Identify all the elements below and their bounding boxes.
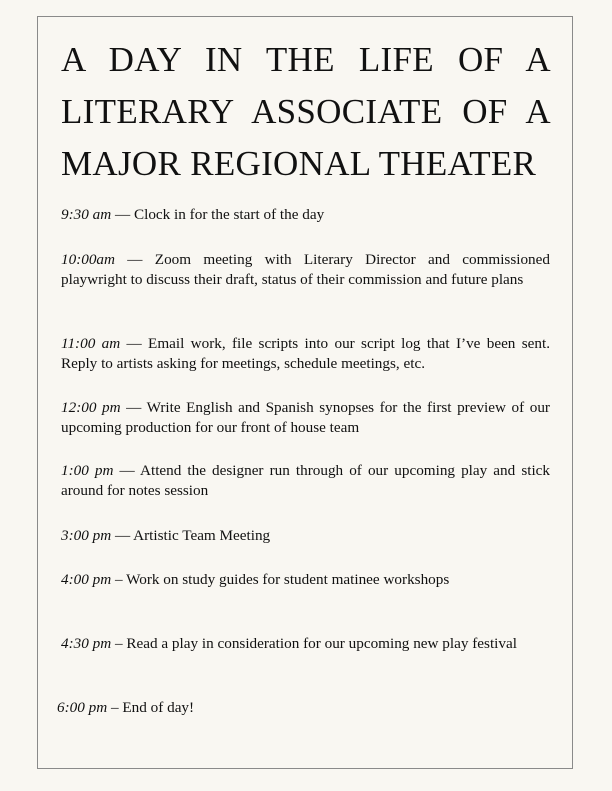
schedule-entry-0600: [57, 698, 546, 718]
title-line-3: MAJOR REGIONAL THEATER: [61, 144, 537, 183]
schedule-entry-1200: [61, 398, 550, 437]
entry-text: Work on study guides for student matinee workshops: [126, 571, 450, 588]
entry-text: End of day!: [122, 699, 195, 716]
entry-time: 6:00 pm: [57, 699, 108, 716]
entry-time: 4:30 pm: [61, 635, 112, 652]
schedule-entry-0300: [61, 526, 550, 546]
entry-time: 1:00 pm: [61, 462, 114, 479]
entry-time: 10:00am: [61, 251, 115, 268]
entry-separator: –: [111, 635, 127, 652]
entry-separator: —: [111, 206, 134, 223]
entry-text: Clock in for the start of the day: [133, 206, 325, 223]
title-line-1: A DAY IN THE LIFE OF A: [61, 40, 551, 79]
entry-separator: —: [120, 399, 147, 416]
schedule-entry-0430: [61, 634, 550, 654]
schedule-entry-1100: [61, 334, 550, 373]
page-title: [61, 34, 551, 190]
schedule-entry-1000: [61, 250, 550, 289]
entry-separator: –: [107, 699, 123, 716]
entry-time: 12:00 pm: [61, 399, 121, 416]
entry-text: Read a play in consideration for our upcoming new play festival: [126, 635, 517, 652]
entry-time: 9:30 am: [61, 206, 112, 223]
entry-time: 3:00 pm: [61, 527, 112, 544]
entry-text: Write English and Spanish synopses for the first preview of our upcoming production for our front of house team: [61, 399, 550, 436]
entry-time: 11:00 am: [61, 335, 121, 352]
schedule-entry-0400: [61, 570, 550, 590]
entry-separator: —: [113, 462, 140, 479]
entry-text: Zoom meeting with Literary Director and commissioned playwright to discuss their draft, status of their commission and future plans: [61, 251, 550, 288]
entry-text: Attend the designer run through of our upcoming play and stick around for notes session: [61, 462, 551, 499]
schedule-entry-0930: [61, 205, 550, 225]
entry-separator: –: [111, 571, 127, 588]
entry-time: 4:00 pm: [61, 571, 112, 588]
title-line-2: LITERARY ASSOCIATE OF A: [61, 92, 551, 131]
entry-text: Artistic Team Meeting: [133, 527, 271, 544]
entry-separator: —: [120, 335, 149, 352]
entry-text: Email work, file scripts into our script log that I’ve been sent. Reply to artists asking for meetings, schedule meetings, etc.: [61, 335, 550, 372]
schedule-entry-0100: [61, 461, 550, 500]
entry-separator: —: [111, 527, 134, 544]
entry-separator: —: [115, 251, 155, 268]
